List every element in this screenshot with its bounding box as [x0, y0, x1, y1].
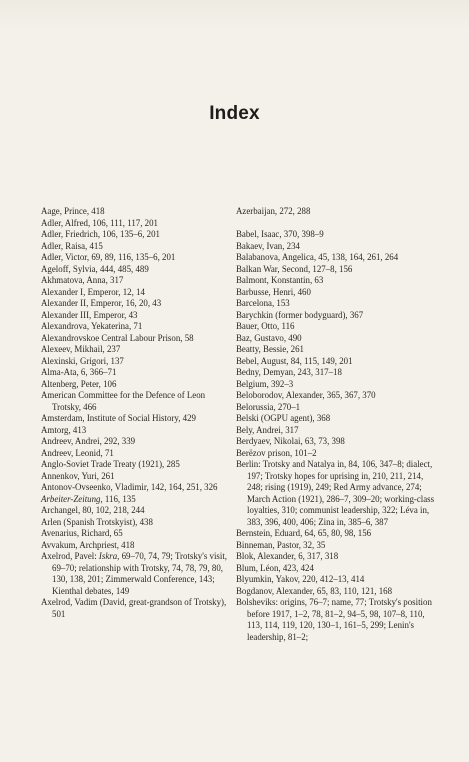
index-entry: Alma-Ata, 6, 366–71	[41, 367, 117, 377]
index-entry: Anglo-Soviet Trade Treaty (1921), 285	[41, 459, 180, 469]
page-title: Index	[209, 103, 260, 124]
index-entry: Bely, Andrei, 317	[236, 424, 299, 435]
index-entry: Belgium, 392–3	[236, 378, 294, 389]
index-entry: Ageloff, Sylvia, 444, 485, 489	[41, 263, 149, 274]
index-entry: Alexandrovskoe Central Labour Prison, 58	[41, 332, 194, 343]
index-entry: Bebel, August, 84, 115, 149, 201	[236, 355, 353, 366]
index-entry: Blum, Léon, 423, 424	[236, 562, 314, 573]
index-entry: Axelrod, Pavel: Iskra, 69–70, 74, 79; Trotsky's visit, 69–70; relationship with Trotsky, 74, 78, 79, 80, 130, 138, 201; Zimmerwald Conference, 143; Kienthal debates, 149	[41, 551, 228, 596]
index-entry: Alexinski, Grigori, 137	[41, 355, 124, 366]
index-entry: Baz, Gustavo, 490	[236, 332, 302, 343]
index-entry: Babel, Isaac, 370, 398–9	[236, 229, 324, 239]
index-entry: Bakaev, Ivan, 234	[236, 240, 300, 251]
index-entry: Balmont, Konstantin, 63	[236, 275, 324, 285]
index-entry: Aage, Prince, 418	[41, 206, 105, 216]
index-entry: Akhmatova, Anna, 317	[41, 275, 124, 285]
index-entry: Bolsheviks: origins, 76–7; name, 77; Trotsky's position before 1917, 1–2, 78, 81–2, 94–5, 98, 107–8, 110, 113, 114, 119, 120, 130–1, 161–5, 299; Lenin's leadership, 81–2;	[236, 597, 432, 642]
index-entry: Adler, Alfred, 106, 111, 117, 201	[41, 217, 158, 228]
index-entry: Arbeiter-Zeitung, 116, 135	[41, 493, 136, 504]
index-entry: Antonov-Ovseenko, Vladimir, 142, 164, 251, 326	[41, 482, 218, 492]
index-entry: Alexandrova, Yekaterina, 71	[41, 321, 143, 331]
index-entry: Blyumkin, Yakov, 220, 412–13, 414	[236, 574, 365, 584]
bleed-through-shadow	[0, 0, 469, 30]
index-entry: Altenberg, Peter, 106	[41, 378, 117, 389]
index-entry: Berdyaev, Nikolai, 63, 73, 398	[236, 436, 345, 446]
index-entry: Alexander III, Emperor, 43	[41, 309, 138, 320]
index-entry: Andreev, Leonid, 71	[41, 447, 114, 458]
index-entry: Bauer, Otto, 116	[236, 321, 295, 331]
index-entry: Bedny, Demyan, 243, 317–18	[236, 367, 342, 377]
index-entry: Belski (OGPU agent), 368	[236, 413, 331, 423]
index-entry: Avvakum, Archpriest, 418	[41, 539, 135, 550]
index-entry: Adler, Friedrich, 106, 135–6, 201	[41, 229, 160, 239]
index-entry: Annenkov, Yuri, 261	[41, 470, 115, 481]
index-column-right	[236, 206, 436, 643]
index-entry: Balabanova, Angelica, 45, 138, 164, 261, 264	[236, 252, 399, 262]
index-entry: Andreev, Andrei, 292, 339	[41, 436, 136, 446]
index-entry: Adler, Victor, 69, 89, 116, 135–6, 201	[41, 252, 176, 262]
index-entry: Bogdanov, Alexander, 65, 83, 110, 121, 168	[236, 585, 393, 596]
index-entry: Amsterdam, Institute of Social History, 429	[41, 413, 196, 423]
index-entry: Blok, Alexander, 6, 317, 318	[236, 551, 339, 561]
index-entry: Berlin: Trotsky and Natalya in, 84, 106, 347–8; dialect, 197; Trotsky hopes for uprising in, 210, 211, 214, 248; rising (1919), 249; Red Army advance, 274; March Action (1921), 286–7, 309–20; working-class loyalties, 310; communist leadership, 322; Léva in, 383, 396, 400, 406; Zina in, 385–6, 387	[236, 459, 435, 527]
index-entry: American Committee for the Defence of Leon Trotsky, 466	[41, 390, 206, 412]
index-entry: Balkan War, Second, 127–8, 156	[236, 263, 353, 274]
index-entry: Berëzov prison, 101–2	[236, 447, 317, 458]
index-entry: Azerbaijan, 272, 288	[236, 206, 311, 216]
index-entry: Archangel, 80, 102, 218, 244	[41, 505, 145, 515]
index-entry: Barcelona, 153	[236, 298, 290, 308]
index-entry: Alexeev, Mikhail, 237	[41, 344, 121, 354]
index-entry: Adler, Raisa, 415	[41, 240, 103, 251]
index-entry: Avenarius, Richard, 65	[41, 528, 123, 538]
index-entry: Barbusse, Henri, 460	[236, 286, 311, 297]
index-entry: Axelrod, Vadim (David, great-grandson of Trotsky), 501	[41, 597, 227, 619]
index-entry: Arlen (Spanish Trotskyist), 438	[41, 516, 153, 527]
index-entry: Bernstein, Eduard, 64, 65, 80, 98, 156	[236, 528, 372, 538]
index-entry: Alexander I, Emperor, 12, 14	[41, 286, 145, 297]
index-entry: Alexander II, Emperor, 16, 20, 43	[41, 298, 162, 308]
index-entry: Binneman, Pastor, 32, 35	[236, 539, 326, 550]
index-entry: Belorussia, 270–1	[236, 401, 301, 412]
index-entry: Barychkin (former bodyguard), 367	[236, 309, 364, 320]
index-column-left	[41, 206, 229, 620]
index-entry: Beloborodov, Alexander, 365, 367, 370	[236, 390, 376, 400]
index-entry: Amtorg, 413	[41, 424, 87, 435]
index-entry: Beatty, Bessie, 261	[236, 344, 304, 354]
